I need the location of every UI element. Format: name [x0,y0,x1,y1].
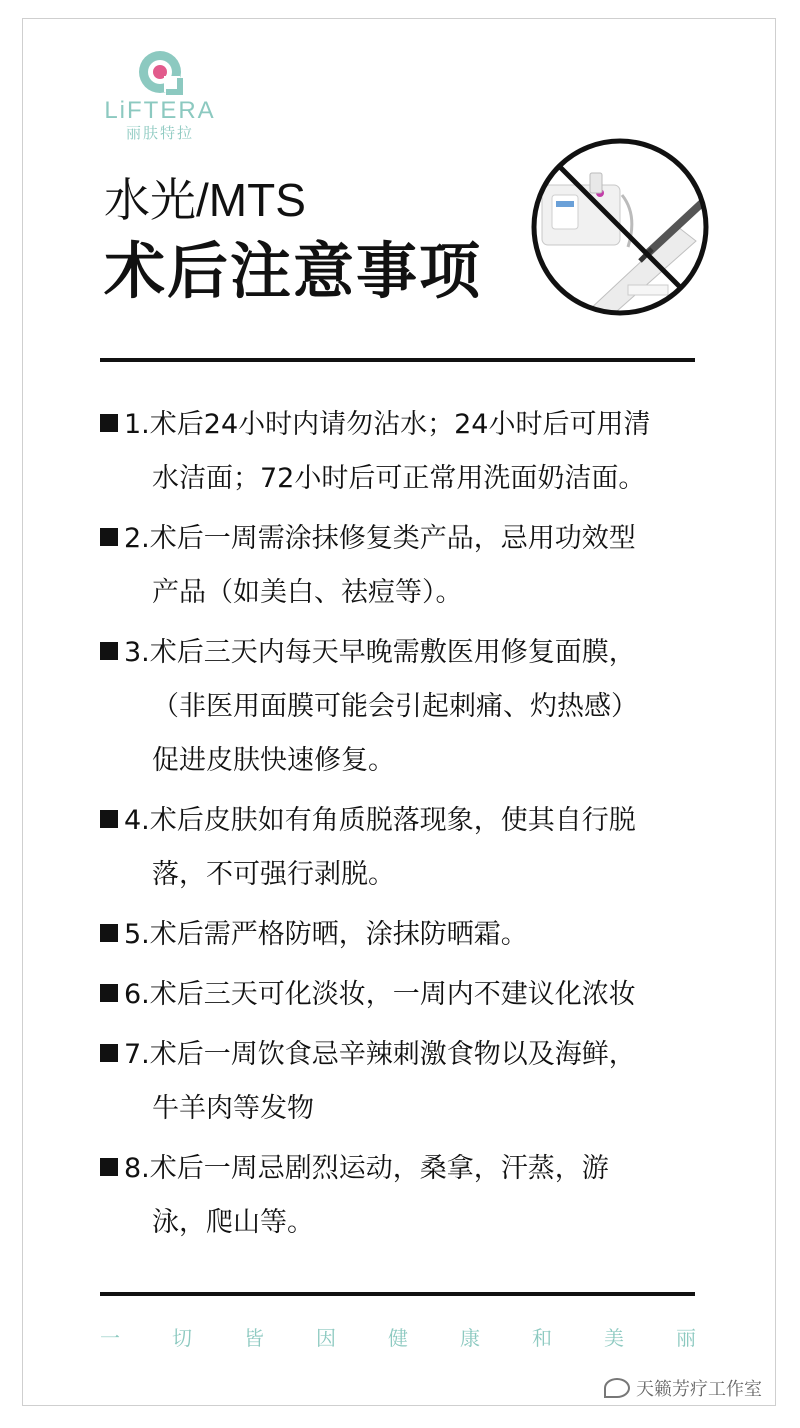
footer-slogan [100,1322,696,1351]
title-subject: 水光/MTS [104,174,306,226]
list-item-text [124,1028,636,1136]
list-item-line: 7.术后一周饮食忌辛辣刺激食物以及海鲜， [124,1039,636,1070]
square-bullet-icon [100,528,118,546]
list-item-text [124,398,650,506]
slogan-char: 一 [100,1326,120,1350]
list-item-line: 1.术后24小时内请勿沾水；24小时后可用清 [124,409,651,440]
square-bullet-icon [100,1044,118,1062]
square-bullet-icon [100,984,118,1002]
slogan-char: 丽 [676,1326,696,1350]
brand-logo [100,48,220,142]
slogan-char: 因 [316,1326,336,1350]
list-item-line: （非医用面膜可能会引起刺痛、灼热感） [152,691,638,722]
list-item [100,794,710,902]
logo-chinese-name: 丽肤特拉 [125,124,194,142]
square-bullet-icon [100,642,118,660]
logo-wordmark: LiFTERA [104,97,216,124]
header-divider [100,358,695,362]
list-item-text [124,908,528,962]
square-bullet-icon [100,810,118,828]
list-item-line: 水洁面；72小时后可正常用洗面奶洁面。 [152,463,646,494]
list-item [100,1028,710,1136]
square-bullet-icon [100,924,118,942]
list-item-text [124,1142,609,1250]
list-item-line: 产品（如美白、祛痘等）。 [152,577,463,608]
list-item [100,968,710,1022]
list-item-text [124,626,638,788]
square-bullet-icon [100,1158,118,1176]
list-item-text [124,512,636,620]
list-item-line: 6.术后三天可化淡妆，一周内不建议化浓妆 [124,979,636,1010]
page-title: 术后注意事项 [104,236,483,307]
wechat-icon [604,1378,630,1398]
list-item-line: 泳，爬山等。 [152,1207,314,1238]
list-item [100,1142,710,1250]
list-item [100,626,710,788]
watermark-text: 天籁芳疗工作室 [636,1379,762,1400]
list-item-line: 8.术后一周忌剧烈运动，桑拿，汗蒸，游 [124,1153,609,1184]
slogan-char: 皆 [244,1326,264,1350]
list-item-line: 5.术后需严格防晒，涂抹防晒霜。 [124,919,528,950]
list-item-line: 落，不可强行剥脱。 [152,859,395,890]
list-item-line: 3.术后三天内每天早晚需敷医用修复面膜， [124,637,636,668]
list-item-line: 牛羊肉等发物 [152,1093,314,1124]
liftera-logo-icon [136,48,184,96]
list-item-text [124,968,636,1022]
list-item-line: 促进皮肤快速修复。 [152,745,395,776]
list-item [100,908,710,962]
slogan-char: 和 [532,1326,552,1350]
slogan-char: 康 [460,1326,480,1350]
list-item-line: 4.术后皮肤如有角质脱落现象，使其自行脱 [124,805,636,836]
source-watermark [604,1375,762,1401]
list-item-text [124,794,636,902]
list-item [100,512,710,620]
slogan-char: 美 [604,1326,624,1350]
list-item-line: 2.术后一周需涂抹修复类产品，忌用功效型 [124,523,636,554]
square-bullet-icon [100,414,118,432]
slogan-char: 健 [388,1326,408,1350]
footer-divider [100,1292,695,1296]
list-item [100,398,710,506]
no-device-sign-icon [528,135,712,319]
instructions-list [100,398,710,1256]
slogan-char: 切 [172,1326,192,1350]
